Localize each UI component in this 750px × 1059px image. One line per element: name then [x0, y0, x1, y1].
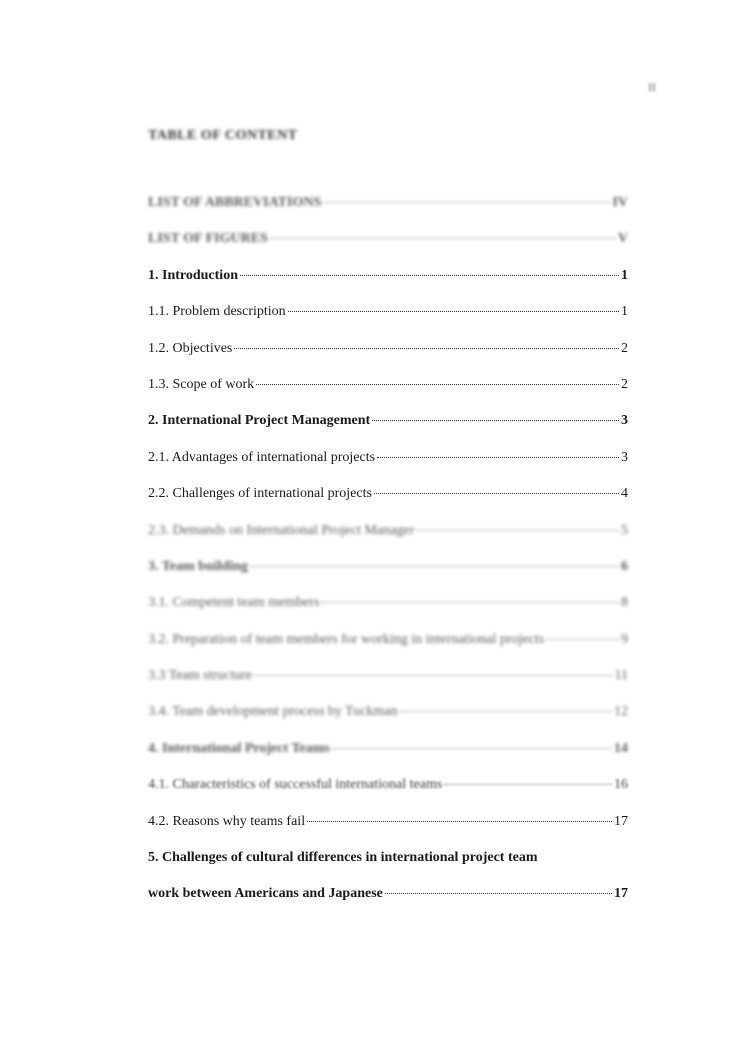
- toc-entry-characteristics[interactable]: [148, 777, 628, 813]
- toc-entry-label: 1. Introduction: [148, 267, 238, 283]
- toc-entry-problem-description[interactable]: [148, 304, 628, 340]
- toc-entry-preparation[interactable]: [148, 632, 628, 668]
- toc-entry-page: 6: [621, 558, 628, 574]
- toc-entry-page: 14: [614, 740, 628, 756]
- toc-entry-international-project-management[interactable]: [148, 413, 628, 449]
- toc-entry-label: 4.1. Characteristics of successful international teams: [148, 777, 443, 793]
- toc-entry-advantages[interactable]: [148, 450, 628, 486]
- toc-entry-line2: [148, 886, 628, 922]
- toc-entry-label: 1.1. Problem description: [148, 304, 286, 320]
- toc-entry-page: 16: [614, 777, 628, 793]
- dot-leader: [256, 384, 619, 385]
- toc-entry-page: 9: [621, 631, 628, 647]
- toc-entry-team-development[interactable]: [148, 704, 628, 740]
- toc-entry-page: 5: [621, 522, 628, 538]
- toc-entry-label: 3.1. Competent team members: [148, 595, 320, 611]
- toc-entry-page: 4: [621, 486, 628, 502]
- toc-entry-label: 4.2. Reasons why teams fail: [148, 813, 306, 829]
- toc-entry-label-line1: 5. Challenges of cultural differences in international project team: [148, 850, 538, 866]
- toc-entry-page: 1: [621, 304, 628, 320]
- toc-entry-competent-team-members[interactable]: [148, 595, 628, 631]
- dot-leader: [254, 675, 612, 676]
- toc-entry-label: 4. International Project Teams: [148, 740, 330, 756]
- toc-entry-team-structure[interactable]: [148, 668, 628, 704]
- page-number: II: [648, 80, 656, 94]
- toc-entry-international-project-teams[interactable]: [148, 741, 628, 777]
- toc-entry-label: 2. International Project Management: [148, 413, 371, 429]
- toc-entry-page: 8: [621, 595, 628, 611]
- toc-entry-page: 2: [621, 340, 628, 356]
- dot-leader: [377, 457, 619, 458]
- dot-leader: [374, 493, 619, 494]
- toc-entry-page: 3: [621, 449, 628, 465]
- toc-entry-team-building[interactable]: [148, 559, 628, 595]
- toc-entry-page: 17: [614, 813, 628, 829]
- dot-leader: [234, 348, 619, 349]
- toc-entry-page: 1: [621, 267, 628, 283]
- dot-leader: [372, 420, 619, 421]
- dot-leader: [307, 821, 612, 822]
- toc-entry-label: 2.3. Demands on International Project Manager: [148, 522, 415, 538]
- dot-leader: [323, 202, 610, 203]
- toc-entry-label: 3. Team building: [148, 558, 248, 574]
- toc-entry-list-of-figures[interactable]: [148, 231, 628, 267]
- toc-entry-label: 3.2. Preparation of team members for working in international projects: [148, 631, 545, 647]
- dot-leader: [240, 275, 619, 276]
- toc-entry-page: 11: [614, 668, 628, 684]
- toc-entry-label: 2.2. Challenges of international projects: [148, 486, 372, 502]
- dot-leader: [321, 602, 619, 603]
- toc-entry-page: 17: [614, 886, 628, 902]
- toc-entry-scope-of-work[interactable]: [148, 377, 628, 413]
- toc-entry-label: 2.1. Advantages of international projects: [148, 449, 376, 465]
- toc-entry-reasons-teams-fail[interactable]: [148, 814, 628, 850]
- toc-entry-label: 1.2. Objectives: [148, 340, 233, 356]
- dot-leader: [332, 748, 612, 749]
- toc-entry-page: 3: [621, 413, 628, 429]
- toc-entry-list-of-abbreviations[interactable]: [148, 195, 628, 231]
- toc-entry-page: IV: [612, 195, 628, 210]
- toc-entry-cultural-differences[interactable]: [148, 850, 628, 923]
- toc-entry-page: V: [617, 231, 628, 247]
- dot-leader: [270, 238, 616, 239]
- dot-leader: [400, 711, 612, 712]
- toc-entry-introduction[interactable]: [148, 268, 628, 304]
- toc-entry-label: 1.3. Scope of work: [148, 376, 255, 392]
- dot-leader: [288, 311, 619, 312]
- dot-leader: [416, 530, 619, 531]
- toc-entry-demands[interactable]: [148, 523, 628, 559]
- table-of-contents: [148, 195, 628, 923]
- toc-entry-objectives[interactable]: [148, 341, 628, 377]
- toc-entry-label-line2: work between Americans and Japanese: [148, 886, 383, 902]
- toc-entry-label: 3.3 Team structure: [148, 668, 253, 684]
- dot-leader: [250, 566, 619, 567]
- dot-leader: [444, 784, 612, 785]
- toc-entry-label: LIST OF ABBREVIATIONS: [148, 195, 322, 210]
- toc-entry-label: LIST OF FIGURES: [148, 231, 268, 247]
- page-title: TABLE OF CONTENT: [148, 128, 298, 143]
- dot-leader: [385, 893, 612, 894]
- toc-entry-page: 2: [621, 376, 628, 392]
- toc-entry-page: 12: [614, 704, 628, 720]
- dot-leader: [546, 639, 619, 640]
- toc-entry-label: 3.4. Team development process by Tuckman: [148, 704, 398, 720]
- toc-entry-challenges[interactable]: [148, 486, 628, 522]
